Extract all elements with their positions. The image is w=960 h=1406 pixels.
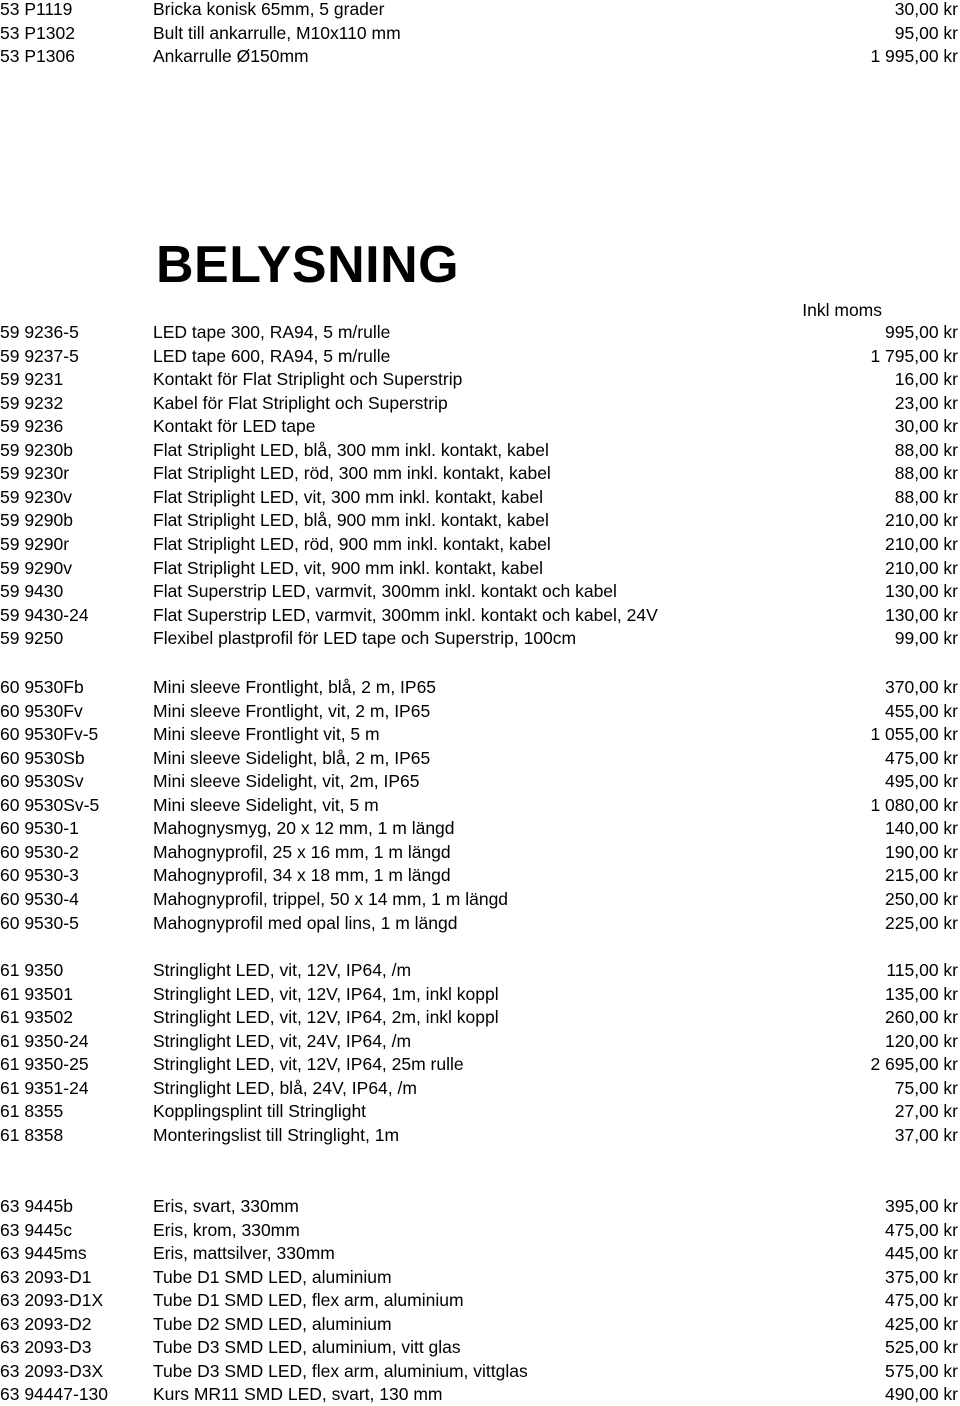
item-price: 135,00 kr — [885, 983, 958, 1004]
item-description: Flat Striplight LED, vit, 300 mm inkl. kontakt, kabel — [153, 486, 544, 507]
list-item — [0, 1218, 960, 1242]
item-code: 59 9290r — [0, 533, 70, 554]
item-code: 60 9530Sv-5 — [0, 794, 100, 815]
list-item — [0, 793, 960, 817]
vat-label: Inkl moms — [802, 300, 882, 320]
item-code: 59 9236 — [0, 416, 64, 437]
item-description: Flat Striplight LED, blå, 300 mm inkl. kontakt, kabel — [153, 439, 549, 460]
item-code: 53 P1302 — [0, 22, 75, 43]
item-description: Tube D1 SMD LED, flex arm, aluminium — [153, 1290, 464, 1311]
item-price: 225,00 kr — [885, 912, 958, 933]
item-price: 115,00 kr — [886, 960, 958, 980]
item-code: 60 9530-1 — [0, 818, 79, 839]
list-item — [0, 603, 960, 627]
item-price: 130,00 kr — [885, 604, 958, 625]
item-description: LED tape 600, RA94, 5 m/rulle — [153, 345, 391, 366]
list-item — [0, 414, 960, 438]
item-description: Mini sleeve Sidelight, blå, 2 m, IP65 — [153, 747, 431, 768]
list-item — [0, 438, 960, 462]
item-description: Mahognyprofil, 25 x 16 mm, 1 m längd — [153, 841, 451, 862]
item-description: Mahognyprofil med opal lins, 1 m längd — [153, 912, 458, 933]
item-description: Eris, mattsilver, 330mm — [153, 1243, 335, 1264]
list-item — [0, 44, 960, 68]
list-item — [0, 1076, 960, 1100]
item-price: 455,00 kr — [885, 700, 958, 721]
item-description: Tube D3 SMD LED, aluminium, vitt glas — [153, 1337, 461, 1358]
item-code: 61 93501 — [0, 983, 73, 1004]
item-price: 995,00 kr — [885, 322, 958, 342]
list-item — [0, 1359, 960, 1383]
item-description: Mahognysmyg, 20 x 12 mm, 1 m längd — [153, 818, 455, 839]
item-code: 59 9430-24 — [0, 604, 89, 625]
item-description: Stringlight LED, vit, 12V, IP64, 25m rulle — [153, 1054, 464, 1075]
list-item — [0, 626, 960, 650]
item-code: 61 9350-24 — [0, 1030, 89, 1051]
section-heading: BELYSNING — [156, 236, 460, 294]
item-code: 59 9290b — [0, 510, 73, 531]
item-code: 59 9236-5 — [0, 322, 79, 342]
item-code: 59 9231 — [0, 369, 64, 390]
item-description: Kurs MR11 SMD LED, svart, 130 mm — [153, 1384, 443, 1405]
item-description: Flat Superstrip LED, varmvit, 300mm inkl. kontakt och kabel — [153, 581, 617, 602]
item-price: 445,00 kr — [885, 1243, 958, 1264]
item-code: 61 9351-24 — [0, 1077, 89, 1098]
item-description: Stringlight LED, blå, 24V, IP64, /m — [153, 1077, 417, 1098]
item-price: 1 995,00 kr — [870, 46, 958, 67]
list-item — [0, 675, 960, 699]
item-description: Flat Superstrip LED, varmvit, 300mm inkl. kontakt och kabel, 24V — [153, 604, 658, 625]
item-code: 61 93502 — [0, 1007, 73, 1028]
item-price: 210,00 kr — [885, 557, 958, 578]
list-item — [0, 699, 960, 723]
item-price: 1 080,00 kr — [870, 794, 958, 815]
item-price: 140,00 kr — [885, 818, 958, 839]
list-item — [0, 556, 960, 580]
item-price: 2 695,00 kr — [870, 1054, 958, 1075]
list-item — [0, 1029, 960, 1053]
item-price: 260,00 kr — [885, 1007, 958, 1028]
list-item — [0, 769, 960, 793]
list-item — [0, 367, 960, 391]
list-item — [0, 1382, 960, 1406]
item-code: 60 9530-4 — [0, 888, 79, 909]
item-price: 88,00 kr — [894, 439, 958, 460]
list-item — [0, 1123, 960, 1147]
item-price: 215,00 kr — [885, 865, 958, 886]
item-description: Flexibel plastprofil för LED tape och Superstrip, 100cm — [153, 628, 577, 649]
list-item — [0, 816, 960, 840]
list-item — [0, 485, 960, 509]
item-description: Tube D1 SMD LED, aluminium — [153, 1266, 392, 1287]
item-description: Mahognyprofil, 34 x 18 mm, 1 m längd — [153, 865, 451, 886]
list-item — [0, 532, 960, 556]
item-code: 60 9530-5 — [0, 912, 79, 933]
item-description: Stringlight LED, vit, 12V, IP64, 1m, inkl koppl — [153, 983, 499, 1004]
list-item — [0, 746, 960, 770]
item-code: 63 94447-130 — [0, 1384, 109, 1405]
list-item — [0, 840, 960, 864]
item-code: 61 8358 — [0, 1124, 64, 1145]
item-price: 30,00 kr — [894, 0, 958, 19]
item-description: Flat Striplight LED, röd, 900 mm inkl. kontakt, kabel — [153, 533, 551, 554]
item-description: Mini sleeve Frontlight, blå, 2 m, IP65 — [153, 677, 437, 697]
item-code: 60 9530Fv — [0, 700, 83, 721]
item-code: 61 8355 — [0, 1101, 64, 1122]
item-description: Kabel för Flat Striplight och Superstrip — [153, 392, 448, 413]
list-item — [0, 579, 960, 603]
item-description: LED tape 300, RA94, 5 m/rulle — [153, 322, 391, 342]
item-code: 63 9445ms — [0, 1243, 87, 1264]
list-item — [0, 508, 960, 532]
list-item — [0, 344, 960, 368]
item-price: 425,00 kr — [885, 1313, 958, 1334]
item-code: 63 9445c — [0, 1219, 73, 1240]
list-item — [0, 722, 960, 746]
item-description: Mini sleeve Sidelight, vit, 5 m — [153, 794, 379, 815]
item-description: Mini sleeve Frontlight, vit, 2 m, IP65 — [153, 700, 431, 721]
item-price: 370,00 kr — [885, 677, 958, 697]
item-description: Flat Striplight LED, röd, 300 mm inkl. kontakt, kabel — [153, 463, 551, 484]
item-price: 130,00 kr — [885, 581, 958, 602]
item-description: Tube D3 SMD LED, flex arm, aluminium, vittglas — [153, 1360, 528, 1381]
item-description: Stringlight LED, vit, 12V, IP64, 2m, inkl koppl — [153, 1007, 499, 1028]
item-price: 490,00 kr — [885, 1384, 958, 1405]
item-code: 61 9350 — [0, 960, 64, 980]
item-price: 575,00 kr — [885, 1360, 958, 1381]
item-description: Bult till ankarrulle, M10x110 mm — [153, 22, 401, 43]
item-code: 63 2093-D1 — [0, 1266, 92, 1287]
item-price: 27,00 kr — [894, 1101, 958, 1122]
list-item — [0, 911, 960, 935]
item-price: 88,00 kr — [894, 463, 958, 484]
item-price: 495,00 kr — [885, 771, 958, 792]
item-code: 59 9232 — [0, 392, 64, 413]
item-description: Mini sleeve Frontlight vit, 5 m — [153, 724, 380, 745]
item-price: 475,00 kr — [885, 1219, 958, 1240]
item-description: Flat Striplight LED, vit, 900 mm inkl. kontakt, kabel — [153, 557, 544, 578]
item-code: 63 2093-D2 — [0, 1313, 92, 1334]
list-item — [0, 1194, 960, 1218]
item-price: 120,00 kr — [885, 1030, 958, 1051]
list-item — [0, 391, 960, 415]
item-description: Mini sleeve Sidelight, vit, 2m, IP65 — [153, 771, 420, 792]
list-item — [0, 1335, 960, 1359]
item-code: 59 9250 — [0, 628, 64, 649]
item-price: 475,00 kr — [885, 1290, 958, 1311]
item-description: Eris, krom, 330mm — [153, 1219, 300, 1240]
item-price: 30,00 kr — [894, 416, 958, 437]
item-code: 53 P1306 — [0, 46, 75, 67]
item-price: 190,00 kr — [885, 841, 958, 862]
list-item — [0, 1241, 960, 1265]
item-code: 53 P1119 — [0, 0, 73, 19]
item-price: 75,00 kr — [894, 1077, 958, 1098]
item-code: 59 9230v — [0, 486, 73, 507]
item-price: 99,00 kr — [894, 628, 958, 649]
list-item — [0, 1099, 960, 1123]
item-price: 525,00 kr — [885, 1337, 958, 1358]
item-price: 16,00 kr — [894, 369, 958, 390]
list-item — [0, 21, 960, 45]
item-description: Kontakt för Flat Striplight och Superstrip — [153, 369, 463, 390]
item-description: Mahognyprofil, trippel, 50 x 14 mm, 1 m längd — [153, 888, 509, 909]
item-price: 88,00 kr — [894, 486, 958, 507]
item-description: Stringlight LED, vit, 24V, IP64, /m — [153, 1030, 412, 1051]
list-item — [0, 958, 960, 982]
item-price: 210,00 kr — [885, 510, 958, 531]
item-price: 37,00 kr — [894, 1124, 958, 1145]
item-price: 1 055,00 kr — [870, 724, 958, 745]
item-code: 63 2093-D3 — [0, 1337, 92, 1358]
item-description: Kopplingsplint till Stringlight — [153, 1101, 367, 1122]
item-code: 63 9445b — [0, 1196, 73, 1216]
item-code: 60 9530-3 — [0, 865, 79, 886]
item-price: 95,00 kr — [894, 22, 958, 43]
list-item — [0, 1288, 960, 1312]
item-price: 475,00 kr — [885, 747, 958, 768]
list-item — [0, 1052, 960, 1076]
item-code: 63 2093-D1X — [0, 1290, 104, 1311]
item-description: Ankarrulle Ø150mm — [153, 46, 309, 67]
item-code: 60 9530Fb — [0, 677, 84, 697]
item-code: 59 9237-5 — [0, 345, 79, 366]
item-price: 1 795,00 kr — [870, 345, 958, 366]
item-description: Tube D2 SMD LED, aluminium — [153, 1313, 392, 1334]
item-price: 375,00 kr — [885, 1266, 958, 1287]
item-code: 63 2093-D3X — [0, 1360, 104, 1381]
item-code: 59 9290v — [0, 557, 73, 578]
item-code: 61 9350-25 — [0, 1054, 89, 1075]
item-price: 210,00 kr — [885, 533, 958, 554]
list-item — [0, 461, 960, 485]
item-price: 23,00 kr — [894, 392, 958, 413]
item-description: Eris, svart, 330mm — [153, 1196, 299, 1216]
list-item — [0, 1312, 960, 1336]
list-item — [0, 1005, 960, 1029]
item-code: 60 9530Fv-5 — [0, 724, 99, 745]
item-code: 59 9230b — [0, 439, 73, 460]
item-code: 59 9230r — [0, 463, 70, 484]
list-item — [0, 1265, 960, 1289]
list-item — [0, 982, 960, 1006]
item-description: Stringlight LED, vit, 12V, IP64, /m — [153, 960, 412, 980]
item-price: 395,00 kr — [885, 1196, 958, 1216]
item-description: Flat Striplight LED, blå, 900 mm inkl. kontakt, kabel — [153, 510, 549, 531]
item-price: 250,00 kr — [885, 888, 958, 909]
list-item — [0, 320, 960, 344]
item-description: Kontakt för LED tape — [153, 416, 316, 437]
list-item — [0, 863, 960, 887]
list-item — [0, 887, 960, 911]
item-description: Bricka konisk 65mm, 5 grader — [153, 0, 385, 19]
item-code: 59 9430 — [0, 581, 64, 602]
item-description: Monteringslist till Stringlight, 1m — [153, 1124, 400, 1145]
item-code: 60 9530Sv — [0, 771, 84, 792]
item-code: 60 9530-2 — [0, 841, 79, 862]
list-item — [0, 0, 960, 21]
item-code: 60 9530Sb — [0, 747, 85, 768]
